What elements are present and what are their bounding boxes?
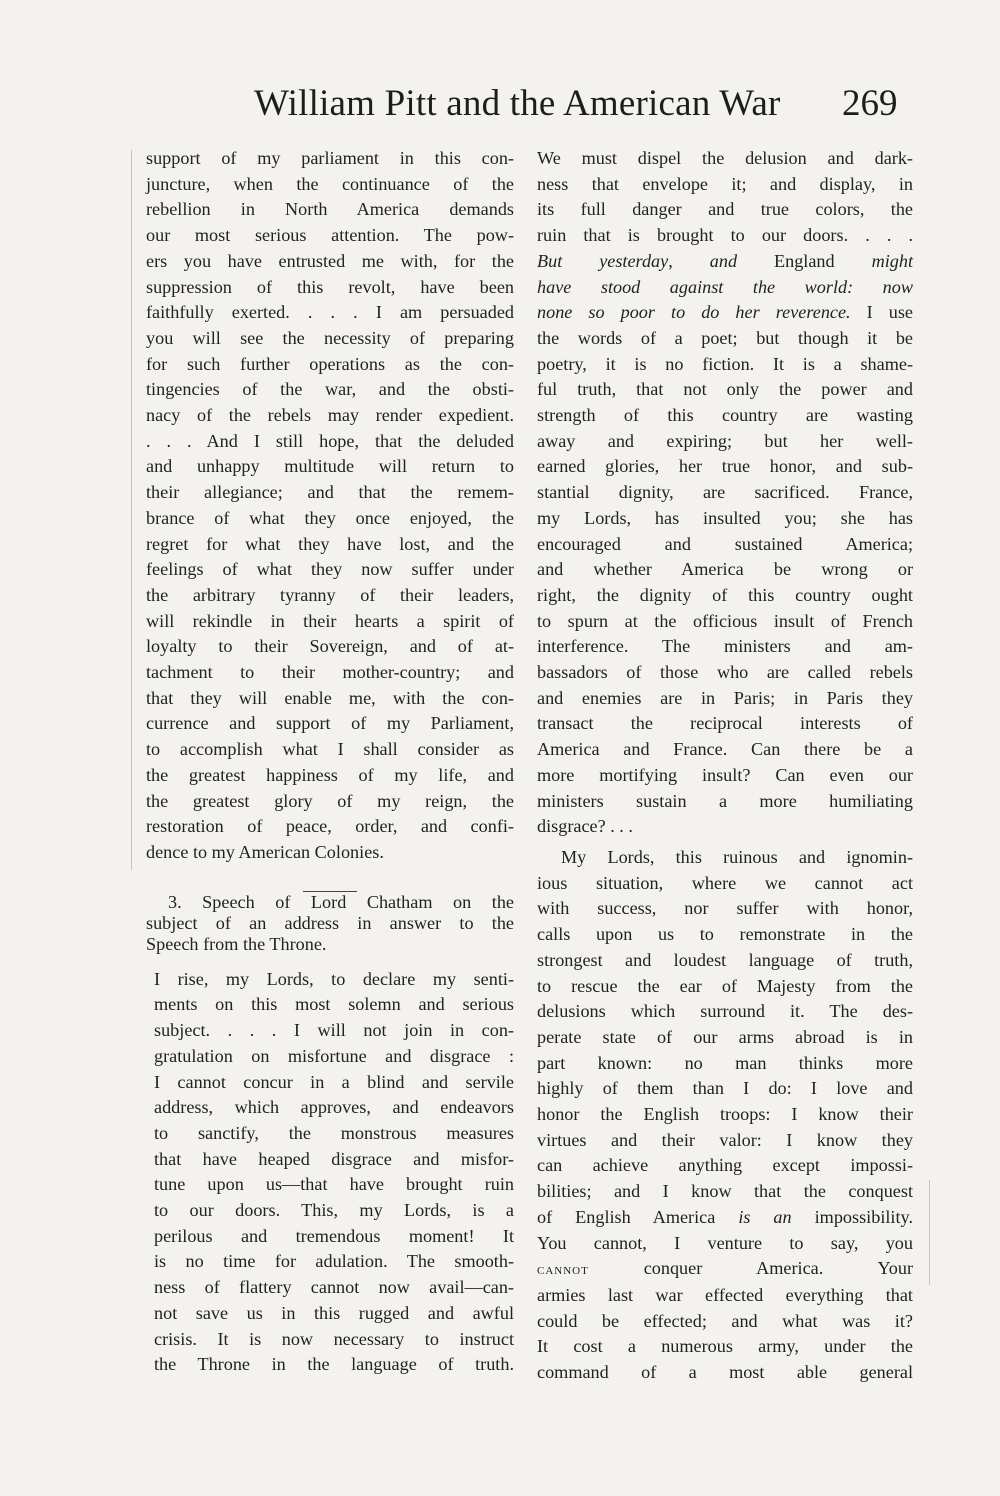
caption-line: subject of an address in answer to the xyxy=(146,912,514,933)
text-line: for such further operations as the con- xyxy=(146,353,514,374)
text-line: to sanctify, the monstrous measures xyxy=(154,1122,514,1143)
text-line: could be effected; and what was it? xyxy=(537,1310,913,1331)
running-title: William Pitt and the American War xyxy=(254,83,781,124)
text-line: You cannot, I venture to say, you xyxy=(537,1232,913,1253)
text-line: bilities; and I know that the conquest xyxy=(537,1181,913,1202)
text-line: and whether America be wrong or xyxy=(537,559,913,580)
text-line: is no time for adulation. The smooth- xyxy=(154,1251,514,1272)
plain-text: conquer America. Your xyxy=(643,1258,914,1279)
text-line: the words of a poet; but though it be xyxy=(537,327,913,348)
text-line: nacy of the rebels may render expedient. xyxy=(146,405,514,426)
text-line: ministers sustain a more humiliating xyxy=(537,790,913,811)
text-line: I cannot concur in a blind and servile xyxy=(154,1071,514,1092)
text-line: suppression of this revolt, have been xyxy=(146,276,514,297)
text-line: our most serious attention. The pow- xyxy=(146,225,514,246)
text-line: faithfully exerted. . . . I am persuaded xyxy=(146,302,514,323)
text-line: calls upon us to remonstrate in the xyxy=(537,924,913,945)
text-line: I rise, my Lords, to declare my senti- xyxy=(154,968,514,989)
plain-text: England xyxy=(774,250,835,271)
text-line: their allegiance; and that the remem- xyxy=(146,482,514,503)
text-line: regret for what they have lost, and the xyxy=(146,533,514,554)
text-line: to rescue the ear of Majesty from the xyxy=(537,975,913,996)
text-line: My Lords, this ruinous and ignomin- xyxy=(561,846,913,867)
italic-text: have stood against the world: now xyxy=(537,276,913,297)
text-line xyxy=(537,1256,913,1283)
text-line: . . . And I still hope, that the deluded xyxy=(146,430,514,451)
text-line: loyalty to their Sovereign, and of at- xyxy=(146,636,514,657)
text-line: crisis. It is now necessary to instruct xyxy=(154,1328,514,1349)
text-line: and enemies are in Paris; in Paris they xyxy=(537,687,913,708)
italic-text: and xyxy=(709,250,738,271)
text-line: juncture, when the continuance of the xyxy=(146,173,514,194)
text-line: gratulation on misfortune and disgrace : xyxy=(154,1045,514,1066)
text-line: tingencies of the war, and the obsti- xyxy=(146,379,514,400)
text-line: America and France. Can there be a xyxy=(537,739,913,760)
text-line: ness of flattery cannot now avail—can- xyxy=(154,1277,514,1298)
text-line: interference. The ministers and am- xyxy=(537,636,913,657)
text-line: address, which approves, and endeavors xyxy=(154,1097,514,1118)
text-line: currence and support of my Parliament, xyxy=(146,713,514,734)
quoted-line: But yesterday, and England might xyxy=(537,250,914,271)
text-line: rebellion in North America demands xyxy=(146,199,514,220)
plain-text: I use xyxy=(866,302,913,323)
text-line: armies last war effected everything that xyxy=(537,1284,913,1305)
text-line: honor the English troops: I know their xyxy=(537,1104,913,1125)
text-line: encouraged and sustained America; xyxy=(537,533,913,554)
text-line: We must dispel the delusion and dark- xyxy=(537,148,913,168)
text-line: away and expiring; but her well- xyxy=(537,430,913,451)
section-caption xyxy=(146,892,514,955)
text-line: will rekindle in their hearts a spirit of xyxy=(146,610,514,631)
text-line: stantial dignity, are sacrificed. France, xyxy=(537,482,913,503)
text-line: strength of this country are wasting xyxy=(537,405,913,426)
quoted-line xyxy=(537,300,913,326)
text-line: right, the dignity of this country ought xyxy=(537,584,913,605)
text-line: restoration of peace, order, and confi- xyxy=(146,816,514,837)
text-line: It cost a numerous army, under the xyxy=(537,1336,913,1357)
text-line: ful truth, that not only the power and xyxy=(537,379,913,400)
text-line: disgrace? . . . xyxy=(537,816,633,837)
text-line: feelings of what they now suffer under xyxy=(146,559,514,580)
text-line: poetry, it is no fiction. It is a shame- xyxy=(537,353,913,374)
text-line: strongest and loudest language of truth, xyxy=(537,949,913,970)
text-line: the arbitrary tyranny of their leaders, xyxy=(146,584,514,605)
text-line: more mortifying insult? Can even our xyxy=(537,764,913,785)
text-line: transact the reciprocal interests of xyxy=(537,713,913,734)
text-line: command of a most able general xyxy=(537,1362,913,1383)
text-line: my Lords, has insulted you; she has xyxy=(537,507,913,528)
text-line: perilous and tremendous moment! It xyxy=(154,1225,514,1246)
margin-rule-right xyxy=(929,1180,930,1285)
small-caps-text: cannot xyxy=(537,1261,589,1279)
text-line: that have heaped disgrace and misfor- xyxy=(154,1148,514,1169)
text-line: and unhappy multitude will return to xyxy=(146,456,514,477)
caption-line: 3. Speech of Lord Chatham on the xyxy=(168,891,514,912)
running-header xyxy=(0,82,1000,132)
text-line: perate state of our arms abroad is in xyxy=(537,1026,913,1047)
text-line: support of my parliament in this con- xyxy=(146,148,514,168)
text-line: can achieve anything except impossi- xyxy=(537,1155,913,1176)
text-line: to spurn at the officious insult of French xyxy=(537,610,913,631)
text-line: to accomplish what I shall consider as xyxy=(146,739,514,760)
text-line: dence to my American Colonies. xyxy=(146,841,384,862)
text-line: earned glories, her true honor, and sub- xyxy=(537,456,913,477)
italic-text: But yesterday xyxy=(537,250,669,271)
chatham-speech-paragraph-2 xyxy=(537,845,913,1386)
left-column xyxy=(146,146,514,1378)
text-line: the greatest happiness of my life, and xyxy=(146,764,514,785)
plain-text: impossibility. xyxy=(814,1206,913,1227)
text-line: the greatest glory of my reign, the xyxy=(146,790,514,811)
text-line: tune upon us—that have brought ruin xyxy=(154,1174,514,1195)
text-line: highly of them than I do: I love and xyxy=(537,1078,913,1099)
text-line: not save us in this rugged and awful xyxy=(154,1302,514,1323)
text-line: ruin that is brought to our doors. . . . xyxy=(537,225,913,246)
king-speech-paragraph xyxy=(146,146,514,866)
italic-text: might xyxy=(871,250,914,271)
margin-rule-left xyxy=(131,150,132,870)
text-line: ers you have entrusted me with, for the xyxy=(146,250,514,271)
quoted-line xyxy=(537,275,913,301)
text-line: brance of what they once enjoyed, the xyxy=(146,507,514,528)
text-line: virtues and their valor: I know they xyxy=(537,1129,913,1150)
text-line: bassadors of those who are called rebels xyxy=(537,662,913,683)
chatham-speech-paragraph xyxy=(146,967,514,1378)
right-column xyxy=(537,146,913,1386)
text-line: ments on this most solemn and serious xyxy=(154,994,514,1015)
page-number: 269 xyxy=(842,83,898,124)
italic-text: is an xyxy=(738,1206,792,1227)
text-line: ness that envelope it; and display, in xyxy=(537,173,913,194)
text-line: that they will enable me, with the con- xyxy=(146,687,514,708)
text-line: delusions which surround it. The des- xyxy=(537,1001,913,1022)
italic-text: none so poor to do her reverence. xyxy=(537,302,851,323)
text-line: its full danger and true colors, the xyxy=(537,199,913,220)
text-line: you will see the necessity of preparing xyxy=(146,327,514,348)
text-line: part known: no man thinks more xyxy=(537,1052,913,1073)
text-line: the Throne in the language of truth. xyxy=(154,1354,514,1375)
text-line: subject. . . . I will not join in con- xyxy=(154,1020,514,1041)
chatham-speech-continued xyxy=(537,146,913,840)
plain-text: of English America xyxy=(537,1206,716,1227)
text-line: with success, nor suffer with honor, xyxy=(537,898,913,919)
text-line xyxy=(537,1205,913,1231)
text-line: ious situation, where we cannot act xyxy=(537,872,913,893)
caption-line: Speech from the Throne. xyxy=(146,933,327,954)
text-line: to our doors. This, my Lords, is a xyxy=(154,1200,514,1221)
text-line: tachment to their mother-country; and xyxy=(146,662,514,683)
